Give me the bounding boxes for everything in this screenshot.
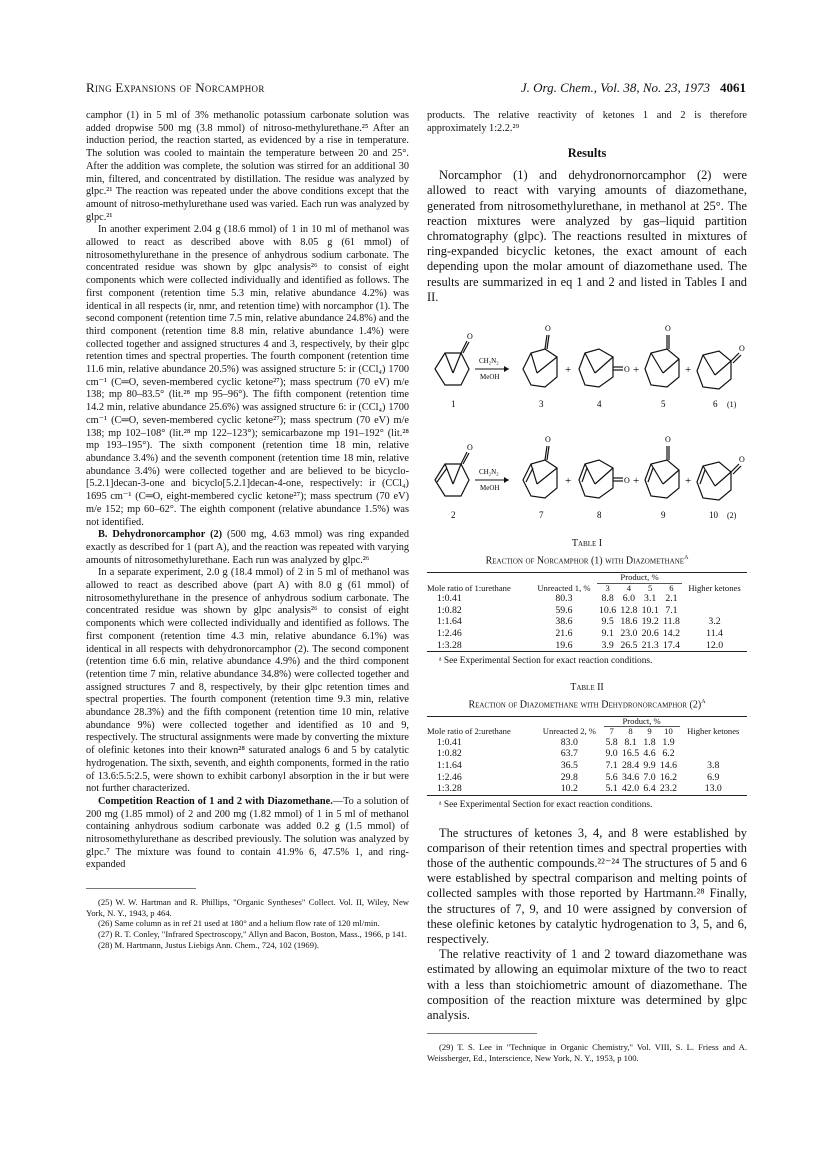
compound-label: 3: [539, 398, 544, 409]
table-row: 1:2.46 21.6 9.1 23.0 20.6 14.2 11.4: [437, 628, 723, 640]
structure-1-icon: [435, 341, 469, 385]
running-header: [86, 80, 746, 98]
column-header: 8: [628, 726, 633, 737]
right-column: [427, 110, 747, 1063]
footnote: (25) W. W. Hartman and R. Phillips, "Organic Syntheses" Collect. Vol. II, Wiley, New York, N. Y., 1943, p 464.: [86, 897, 409, 918]
structure-5-icon: [645, 335, 679, 387]
reaction-scheme-1: [427, 313, 747, 413]
structure-10-icon: [697, 462, 741, 500]
structure-8-icon: [579, 460, 623, 498]
paragraph: B. Dehydronorcamphor (2) (500 mg, 4.63 mmol) was ring expanded exactly as described for 1 (part A), and the reaction was repeated with varying amounts of nitrosomethylurethane. Each run was analyzed by glpc.²⁶: [86, 529, 410, 566]
footnote: (29) T. S. Lee in "Technique in Organic Chemistry," Vol. VIII, S. L. Friess and A. Weissberger, Ed., Interscience, New York, N. Y., 1953, p 100.: [427, 1042, 747, 1063]
paragraph: In another experiment 2.04 g (18.6 mmol) of 1 in 10 ml of methanol was allowed to react as described above with 8.05 g (61 mmol) of nitrosomethylurethane in the presence of anhydrous sodium carbonate. The concentrated residue was shown by glpc analysis²⁶ to consist of eight components which were collected individually and identified as follows. The first component (retention time 5.3 min, relative abundance 4.2%) was identical in all respects (ir, nmr, and retention time) with norcamphor (1). The second component (retention time 7.5 min, relative abundance 24.8%) and the third component (retention time 8.8 min, relative abundance 1.4%) were collected together and assigned structures 4 and 3, respectively, by their glpc retention times and spectral properties. The fourth component (retention time 11.6 min, relative abundance 20.5%) was assigned structure 5: ir (CCl₄) 1700 cm⁻¹ (C═O, seven-membered cyclic ketone²⁷); mass spectrum (70 eV) m/e 138; mp 80–83.5° (lit.²⁸ mp 95–96°). The fifth component (retention time 14.2 min, relative abundance 25.6%) was assigned structure 6: ir (CCl₄) 1700 cm⁻¹ (C═O, seven-membered cyclic ketone²⁷); mass spectrum (70 eV) m/e 138; mp 102–108° (lit.²⁸ mp 122–123°); semicarbazone mp 191–192° (lit.²⁸ mp 193–195°). The sixth component (retention time 18 min, relative abundance 3.4%) and the seventh component (retention time 18 min, relative abundance 3.4%) were collected together and are believed to be bicyclo-[5.2.1]decan-3-one and bicyclo[5.2.1]decan-4-one, respectively: ir (CCl₄) 1695 cm⁻¹ (C═O, eight-membered cyclic ketone²⁷); mass spectrum (70 eV) m/e 152; mp 60–62°. The eighth component (relative abundance 1.5%) was not identified.: [86, 224, 409, 528]
compound-label: 2: [451, 509, 456, 520]
plus-sign: +: [633, 474, 640, 487]
paragraph: In a separate experiment, 2.0 g (18.4 mmol) of 2 in 5 ml of methanol was allowed to react as described above (part A) with 8.0 g (61 mmol) of nitrosomethylurethane in the presence of anhydrous sodium carbonate. The concentrated residue was shown by glpc analysis²⁶ to consist of eight components which were collected individually and identified as follows. The first component (retention time 4.3 min, relative abundance 6.1%) was identical in all respects with dehydronorcamphor (2). The second component (retention time 6.6 min, relative abundance 4.9%) and the third component (retention time 7 min, relative abundance 34.8%) were collected together and assigned structures 7 and 8, respectively, by their glpc retention times and spectral properties. The fourth component (retention time 9.3 min, relative abundance 28.3%) and the fifth component (retention time 10 min, relative abundance 9%) were collected together and identified as 10 and 9, respectively. The structural assignments were made by converting the mixture of olefinic ketones into their known²⁸ saturated analogs 6 and 5 by catalytic hydrogenation. The sixth, seventh, and eighth components, formed in the ratio of 13.6:5.5:2.5, were shown to exhibit carbonyl absorption in the ir but were not further characterized.: [86, 567, 409, 795]
section-heading-results: Results: [567, 146, 607, 161]
column-header: 9: [647, 726, 652, 737]
paragraph: camphor (1) in 5 ml of 3% methanolic potassium carbonate solution was added dropwise 500 mg (3.8 mmol) of nitroso-methylurethane.²⁵ After an induction period, the reaction started, as evidenced by a rise in temperature. The solution was cooled to maintain the temperature between 20 and 25°. After the addition was complete, the solution was stirred for an additional 30 min, filtered, and concentrated by distillation. The residue was analyzed by glpc.²¹ The reaction was repeated under the above conditions except that the amount of nitroso-methylurethane used was varied. Each run was analyzed by glpc.²¹: [86, 110, 409, 223]
compound-label: 8: [597, 509, 602, 520]
structure-4-icon: [579, 349, 623, 387]
reaction-scheme-2: [427, 428, 747, 524]
subsection-heading: Competition Reaction of 1 and 2 with Diazomethane.: [98, 795, 333, 807]
paragraph: The relative reactivity of 1 and 2 toward diazomethane was estimated by allowing an equimolar mixture of the two to react with a less than stoichiometric amount of diazomethane. The composition of the reaction mixture was determined by glpc analysis.: [427, 947, 747, 1022]
plus-sign: +: [565, 363, 572, 376]
table-1: [427, 538, 747, 668]
reagent-bottom: MeOH: [480, 372, 500, 381]
table-row: 1:0.41 80.3 8.8 6.0 3.1 2.1: [437, 593, 678, 605]
paragraph: The structures of ketones 3, 4, and 8 were established by comparison of their retention times and spectral properties with those of the authentic compounds.²²⁻²⁴ The structures of 5 and 6 were established by spectral comparison and melting points of collected samples with those reported by Hartmann.²⁸ Finally, the structures of 7, 9, and 10 were assigned by conversion of these olefinic ketones by catalytic hydrogenation to 3, 5, and 6, respectively.: [427, 825, 747, 946]
subsection-heading: B. Dehydronorcamphor (2): [98, 529, 223, 541]
carbonyl-o-label: O: [739, 454, 745, 464]
plus-sign: +: [685, 474, 692, 487]
compound-label: 10: [709, 509, 718, 520]
carbonyl-o-label: O: [665, 434, 671, 444]
column-header-group: Product, %: [597, 573, 682, 584]
structure-2-icon: [435, 452, 469, 496]
plus-sign: +: [565, 474, 572, 487]
carbonyl-o-label: O: [624, 364, 630, 374]
table-row: 1:1.64 36.5 7.1 28.4 9.9 14.6 3.8: [437, 760, 720, 772]
column-header: 10: [664, 726, 673, 737]
reagent-bottom: MeOH: [480, 483, 500, 492]
paragraph: Competition Reaction of 1 and 2 with Diazomethane.—To a solution of 200 mg (1.85 mmol) of 2 and 200 mg (1.82 mmol) of 1 in 5 ml of methanol containing anhydrous sodium carbonate was added 0.2 g (1.5 mmol) of nitrosomethylurethane as described previously. The solution was analyzed by glpc.⁷ The mixture was found to contain 41.9% 6, 47.5% 1, and ring-expanded: [86, 795, 409, 871]
compound-label: 9: [661, 509, 666, 520]
column-header: Unreacted 1, %: [537, 582, 591, 593]
table-footnote: ᵃ See Experimental Section for exact reaction conditions.: [439, 799, 653, 810]
carbonyl-o-label: O: [624, 475, 630, 485]
carbonyl-o-label: O: [467, 331, 473, 341]
reagent-top: CH₂N₂: [479, 467, 499, 476]
carbonyl-o-label: O: [739, 343, 745, 353]
column-header: 3: [605, 582, 610, 593]
table-title: Table II: [570, 681, 604, 693]
table-title: Table I: [571, 538, 603, 550]
column-header: Mole ratio of 1:urethane: [427, 582, 511, 593]
table-row: 1:0.82 59.6 10.6 12.8 10.1 7.1: [437, 604, 678, 616]
carbonyl-o-label: O: [545, 323, 551, 333]
compound-label: 1: [451, 398, 456, 409]
paragraph: products. The relative reactivity of ketones 1 and 2 is therefore approximately 1:2.2.²⁹: [427, 110, 747, 134]
arrow-head-icon: [504, 477, 509, 483]
table-2: [427, 682, 747, 812]
data-table: [427, 716, 747, 796]
column-header: 4: [626, 582, 632, 593]
structure-9-icon: [645, 446, 679, 498]
compound-label: 7: [539, 509, 544, 520]
column-header-group: Product, %: [604, 716, 680, 727]
table-caption: Reaction of Norcamphor (1) with Diazomethane$^a$: [485, 552, 689, 567]
column-header: 6: [669, 582, 674, 593]
compound-label: 6: [713, 398, 718, 409]
table-row: 1:1.64 38.6 9.5 18.6 19.2 11.8 3.2: [437, 616, 721, 628]
footnote: (27) R. T. Conley, "Infrared Spectroscopy," Allyn and Bacon, Boston, Mass., 1966, p 141.: [98, 928, 407, 939]
arrow-head-icon: [504, 366, 509, 372]
table-row: 1:0.82 63.7 9.0 16.5 4.6 6.2: [437, 748, 675, 760]
column-header: 5: [648, 582, 653, 593]
column-header: Higher ketones: [688, 582, 741, 593]
table-row: 1:0.41 83.0 5.8 8.1 1.8 1.9: [437, 736, 675, 748]
structure-3-icon: [523, 335, 557, 387]
equation-number: (2): [727, 510, 737, 520]
plus-sign: +: [685, 363, 692, 376]
table-footnote: ᵃ See Experimental Section for exact reaction conditions.: [439, 656, 653, 667]
running-title: Ring Expansions of Norcamphor: [86, 80, 265, 95]
table-row: 1:3.28 19.6 3.9 26.5 21.3 17.4 12.0: [427, 640, 747, 652]
paragraph: Norcamphor (1) and dehydronornorcamphor (2) were allowed to react with varying amounts of diazomethane, generated from nitrosomethylurethane, in methanol at 25°. The reaction mixtures were analyzed by gas–liquid partition chromatography (glpc). The reactions resulted in mixtures of ring-expanded bicyclic ketones, the exact amount of each depending upon the molar amount of diazomethane used. The results are summarized in eq 1 and 2 and listed in Tables I and II.: [427, 168, 747, 304]
table-row: 1:3.28 10.2 5.1 42.0 6.4 23.2 13.0: [427, 783, 747, 795]
footnote: (28) M. Hartmann, Justus Liebigs Ann. Chem., 724, 102 (1969).: [98, 939, 320, 950]
journal-citation: J. Org. Chem., Vol. 38, No. 23, 1973 4061: [520, 80, 746, 95]
equation-number: (1): [727, 399, 737, 409]
column-header: 7: [609, 726, 614, 737]
column-header: Higher ketones: [687, 726, 740, 737]
carbonyl-o-label: O: [665, 323, 671, 333]
page-number: 4061: [720, 80, 746, 95]
column-header: Mole ratio of 2:urethane: [427, 726, 511, 737]
compound-label: 5: [661, 398, 666, 409]
footnote-rule: [86, 888, 196, 889]
column-header: Unreacted 2, %: [542, 726, 596, 737]
carbonyl-o-label: O: [467, 442, 473, 452]
left-column: [86, 110, 409, 950]
table-caption: Reaction of Diazomethane with Dehydronorcamphor $(2)^a$: [468, 695, 706, 710]
structure-6-icon: [697, 351, 741, 389]
footnote: (26) Same column as in ref 21 used at 180° and a helium flow rate of 120 ml/min.: [98, 918, 380, 929]
carbonyl-o-label: O: [545, 434, 551, 444]
data-table: [427, 572, 747, 652]
reagent-top: CH₂N₂: [479, 356, 499, 365]
plus-sign: +: [633, 363, 640, 376]
footnote-rule: [427, 1033, 537, 1034]
table-row: 1:2.46 29.8 5.6 34.6 7.0 16.2 6.9: [437, 771, 720, 783]
structure-7-icon: [523, 446, 557, 498]
compound-label: 4: [597, 398, 602, 409]
